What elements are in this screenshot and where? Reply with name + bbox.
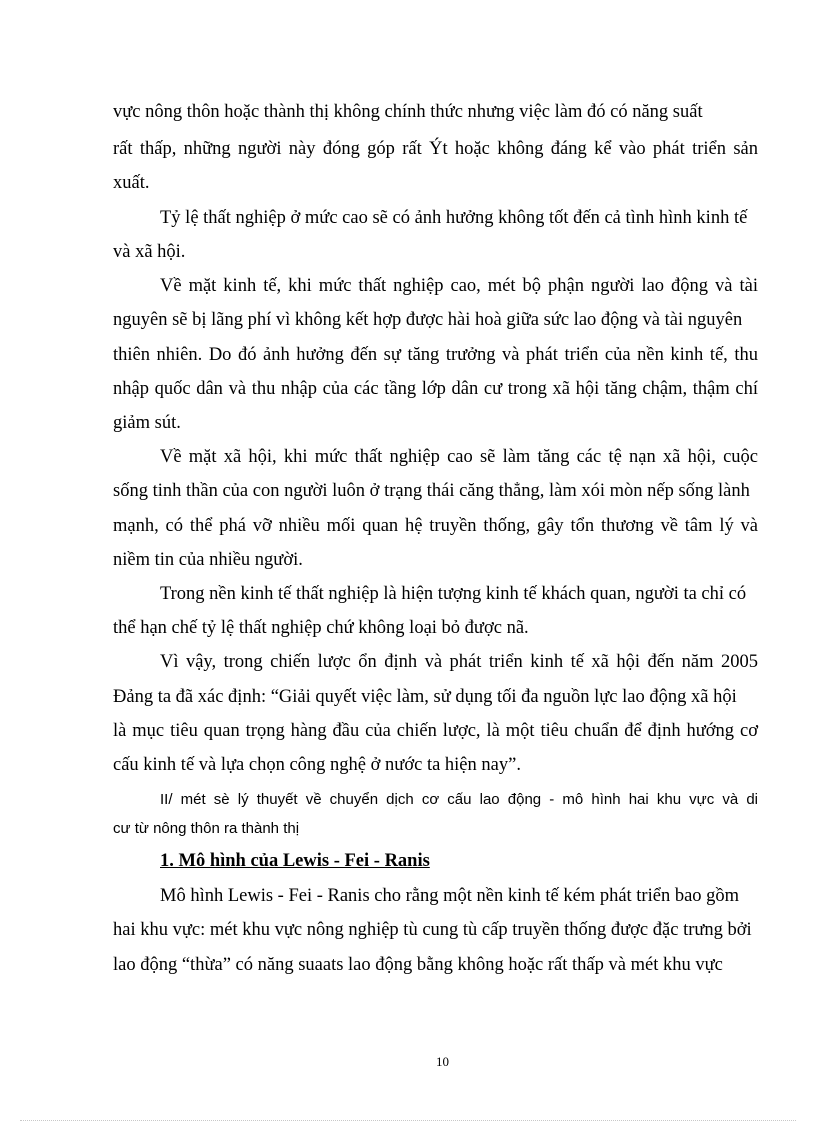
text-line-1: vực nông thôn hoặc thành thị không chính thức nhưng việc làm đó có năng suất (113, 102, 703, 122)
text-line-2: rất thấp, những người này đóng góp rất Ýt hoặc không đáng kể vào phát triển sản (113, 139, 758, 159)
text-line-19: là mục tiêu quan trọng hàng đầu của chiến lược, là một tiêu chuẩn để định hướng cơ (113, 721, 758, 741)
text-line-18: Đảng ta đã xác định: “Giải quyết việc làm, sử dụng tối đa nguồn lực lao động xã hội (113, 687, 737, 707)
text-line-6: Về mặt kinh tế, khi mức thất nghiệp cao, mét bộ phận người lao động và tài (160, 276, 758, 296)
text-line-4: Tỷ lệ thất nghiệp ở mức cao sẽ có ảnh hưởng không tốt đến cả tình hình kinh tế (160, 208, 748, 228)
section-title-line-2: cư từ nông thôn ra thành thị (113, 820, 300, 837)
text-line-20: cấu kinh tế và lựa chọn công nghệ ở nước ta hiện nay”. (113, 755, 521, 775)
text-line-9: nhập quốc dân và thu nhập của các tầng lớp dân cư trong xã hội tăng chậm, thậm chí (113, 379, 758, 399)
text-line-14: niềm tin của nhiều người. (113, 550, 303, 570)
text-line-21: Mô hình Lewis - Fei - Ranis cho rằng một nền kinh tế kém phát triển bao gồm (160, 886, 740, 906)
page-number: 10 (436, 1054, 449, 1069)
text-line-11: Về mặt xã hội, khi mức thất nghiệp cao sẽ làm tăng các tệ nạn xã hội, cuộc (160, 447, 758, 467)
text-line-17: Vì vậy, trong chiến lược ổn định và phát triển kinh tế xã hội đến năm 2005 (160, 652, 758, 672)
text-line-15: Trong nền kinh tế thất nghiệp là hiện tượng kinh tế khách quan, người ta chỉ có (160, 584, 747, 604)
text-line-13: mạnh, có thể phá vỡ nhiều mối quan hệ truyền thống, gây tổn thương về tâm lý và (113, 516, 758, 536)
subsection-heading: 1. Mô hình của Lewis - Fei - Ranis (160, 851, 430, 871)
text-line-10: giảm sút. (113, 413, 181, 433)
text-line-7: nguyên sẽ bị lãng phí vì không kết hợp được hài hoà giữa sức lao động và tài nguyên (113, 310, 743, 330)
text-line-5: và xã hội. (113, 242, 186, 262)
section-title-line-1: II/ mét sè lý thuyết về chuyển dịch cơ cấu lao động - mô hình hai khu vực và di (160, 791, 758, 808)
text-line-3: xuất. (113, 173, 150, 193)
text-line-22: hai khu vực: mét khu vực nông nghiệp tù cung tù cấp truyền thống được đặc trưng bởi (113, 920, 752, 940)
text-line-23: lao động “thừa” có năng suaats lao động bằng không hoặc rất thấp và mét khu vực (113, 955, 723, 975)
text-line-8: thiên nhiên. Do đó ảnh hưởng đến sự tăng trưởng và phát triển của nền kinh tế, thu (113, 345, 758, 365)
text-line-12: sống tinh thần của con người luôn ở trạng thái căng thẳng, làm xói mòn nếp sống lành (113, 481, 750, 501)
page-border (20, 1120, 796, 1121)
text-line-16: thể hạn chế tỷ lệ thất nghiệp chứ không loại bỏ được nã. (113, 618, 529, 638)
